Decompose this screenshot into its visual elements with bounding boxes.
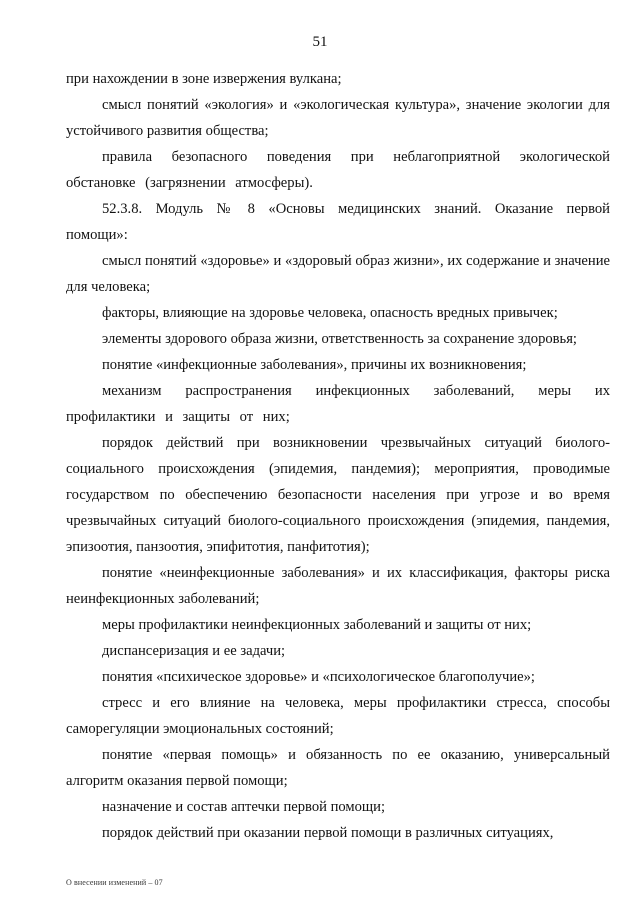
paragraph: понятия «психическое здоровье» и «психологическое благополучие»; <box>102 669 535 685</box>
page-number: 51 <box>312 34 328 50</box>
paragraph: порядок действий при возникновении чрезвычайных ситуаций биолого-социального происхождения (эпидемия, пандемия); мероприятия, проводимые государством по обеспечению безопасности населения при угрозе и во время чрезвычайных ситуаций биолого-социального происхождения (эпидемия, пандемия, эпизоотия, панзоотия, эпифитотия, панфитотия); <box>66 435 610 555</box>
paragraph: смысл понятий «здоровье» и «здоровый образ жизни», их содержание и значение для человека; <box>66 253 610 295</box>
paragraph: понятие «неинфекционные заболевания» и их классификация, факторы риска неинфекционных заболеваний; <box>66 565 610 607</box>
paragraph: правила безопасного поведения при неблагоприятной экологической обстановке (загрязнении атмосферы). <box>66 149 610 191</box>
paragraph: понятие «инфекционные заболевания», причины их возникновения; <box>102 357 527 373</box>
paragraph: понятие «первая помощь» и обязанность по ее оказанию, универсальный алгоритм оказания первой помощи; <box>66 747 610 789</box>
paragraph: факторы, влияющие на здоровье человека, опасность вредных привычек; <box>102 305 558 321</box>
paragraph: назначение и состав аптечки первой помощи; <box>102 799 386 815</box>
paragraph: стресс и его влияние на человека, меры профилактики стресса, способы саморегуляции эмоциональных состояний; <box>66 695 610 737</box>
paragraph: диспансеризация и ее задачи; <box>102 643 286 659</box>
paragraph: механизм распространения инфекционных заболеваний, меры их профилактики и защиты от них; <box>66 383 610 425</box>
footer-note: О внесении изменений – 07 <box>66 878 163 887</box>
paragraph: элементы здорового образа жизни, ответственность за сохранение здоровья; <box>102 331 577 347</box>
document-body <box>66 66 610 846</box>
paragraph: смысл понятий «экология» и «экологическая культура», значение экологии для устойчивого развития общества; <box>66 97 610 139</box>
paragraph: меры профилактики неинфекционных заболеваний и защиты от них; <box>102 617 532 633</box>
section-heading: 52.3.8. Модуль № 8 «Основы медицинских знаний. Оказание первой помощи»: <box>66 201 610 243</box>
paragraph: при нахождении в зоне извержения вулкана; <box>66 71 342 87</box>
paragraph: порядок действий при оказании первой помощи в различных ситуациях, <box>102 825 554 841</box>
